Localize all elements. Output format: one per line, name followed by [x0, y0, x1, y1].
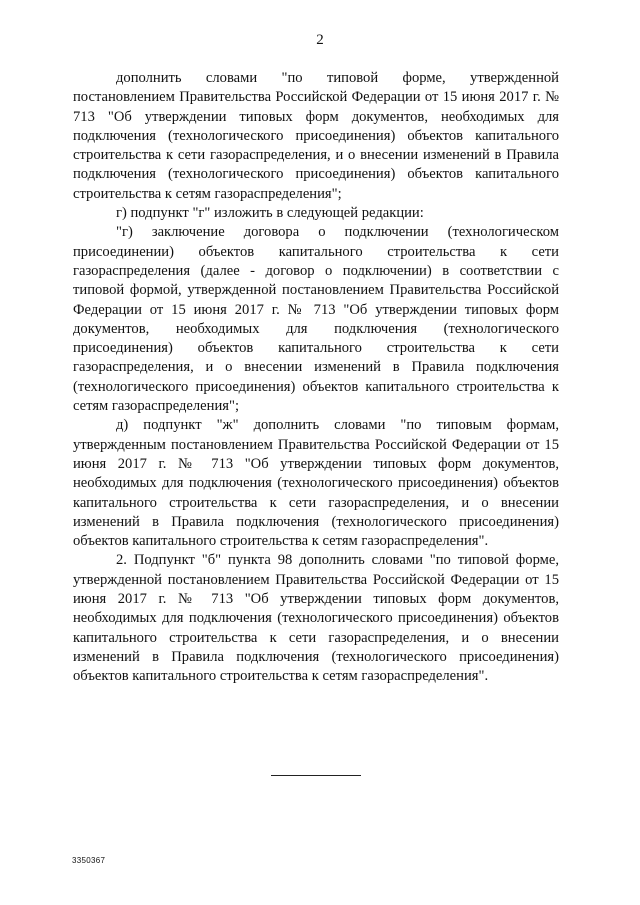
paragraph-point-2: 2. Подпункт "б" пункта 98 дополнить словами "по типовой форме, утвержденной постановлением Правительства Российской Федерации от 15 июня 2017 г. № 713 "Об утверждении типовых форм документов, необходимых для подключения (технологического присоединения) объектов капитального строительства к сети газораспределения, и о внесении изменений в Правила подключения (технологического присоединения) объектов капитального строительства к сетям газораспределения". [73, 552, 559, 685]
document-body [73, 69, 559, 687]
paragraph-item-d: д) подпункт "ж" дополнить словами "по типовым формам, утвержденным постановлением Правительства Российской Федерации от 15 июня 2017 г. № 713 "Об утверждении типовых форм документов, необходимых для подключения (технологического присоединения) объектов капитального строительства к сети газораспределения, и о внесении изменений в Правила подключения (технологического присоединения) объектов капитального строительства к сетям газораспределения". [73, 417, 559, 550]
document-code: 3350367 [72, 856, 106, 865]
page-number: 2 [316, 32, 324, 48]
end-separator-line [271, 775, 361, 776]
paragraph-item-g-heading: г) подпункт "г" изложить в следующей редакции: [116, 205, 424, 222]
paragraph-item-g-text: "г) заключение договора о подключении (технологическом присоединении) объектов капитального строительства к сети газораспределения (далее - договор о подключении) в соответствии с типовой формой, утвержденной постановлением Правительства Российской Федерации от 15 июня 2017 г. № 713 "Об утверждении типовых форм документов, необходимых для подключения (технологического присоединения) объектов капитального строительства к сети газораспределения, и о внесении изменений в Правила подключения (технологического присоединения) объектов капитального строительства к сетям газораспределения"; [73, 224, 559, 415]
paragraph-continuation: дополнить словами "по типовой форме, утвержденной постановлением Правительства Российской Федерации от 15 июня 2017 г. № 713 "Об утверждении типовых форм документов, необходимых для подключения (технологического присоединения) объектов капитального строительства к сети газораспределения, и о внесении изменений в Правила подключения (технологического присоединения) объектов капитального строительства к сетям газораспределения"; [73, 70, 559, 202]
